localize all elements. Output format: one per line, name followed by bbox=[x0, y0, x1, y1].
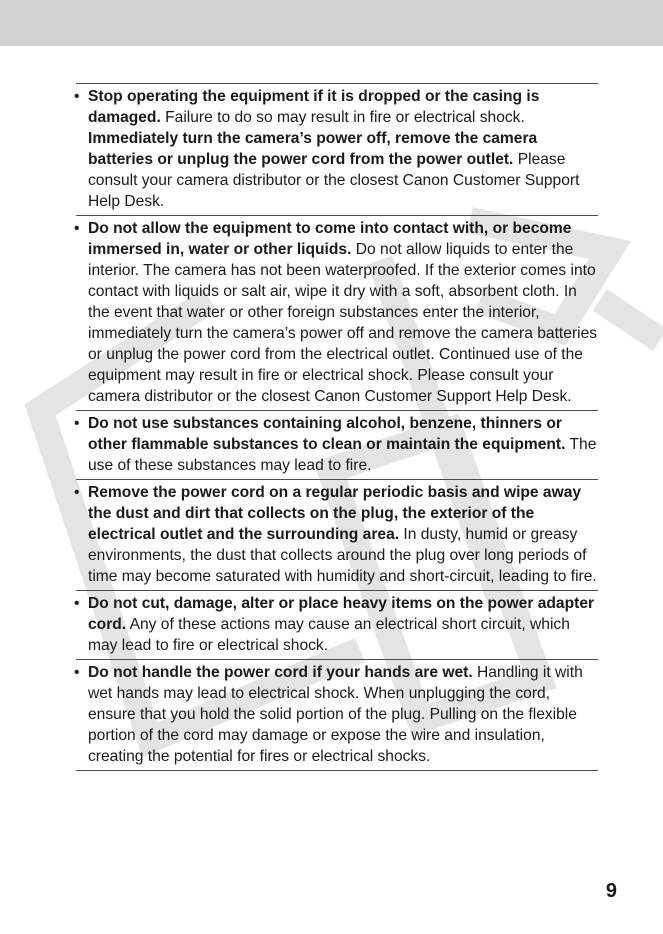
warnings-list bbox=[76, 83, 598, 771]
warning-heading: Stop operating the equipment if it is dropped or the casing is damaged. bbox=[88, 88, 540, 126]
bullet: • bbox=[74, 664, 80, 681]
warning-heading: Do not use substances containing alcohol, benzene, thinners or other flammable substances to clean or maintain the equipment. bbox=[88, 415, 566, 453]
bullet: • bbox=[74, 88, 80, 105]
warning-heading: Do not handle the power cord if your hands are wet. bbox=[88, 664, 473, 681]
warning-text: Do not allow liquids to enter the interior. The camera has not been waterproofed. If the exterior comes into contact with liquids or salt air, wipe it dry with a soft, absorbent cloth. In the event that water or other foreign substances enter the interior, immediately turn the camera’s power off and remove the camera batteries or unplug the power cord from the electrical outlet. Continued use of the equipment may result in fire or electrical shock. Please consult your camera distributor or the closest Canon Customer Support Help Desk. bbox=[88, 241, 598, 405]
bullet: • bbox=[74, 415, 80, 432]
warning-heading: Do not allow the equipment to come into contact with, or become immersed in, water or other liquids. bbox=[88, 220, 572, 258]
warning-item bbox=[76, 83, 598, 215]
bullet: • bbox=[74, 595, 80, 612]
warning-item bbox=[76, 215, 598, 410]
warning-text: Failure to do so may result in fire or electrical shock. bbox=[160, 109, 525, 126]
warning-heading: Remove the power cord on a regular periodic basis and wipe away the dust and dirt that collects on the plug, the exterior of the electrical outlet and the surrounding area. bbox=[88, 484, 582, 543]
warning-item bbox=[76, 659, 598, 771]
warning-item bbox=[76, 590, 598, 659]
bullet: • bbox=[74, 484, 80, 501]
warning-text: The use of these substances may lead to fire. bbox=[88, 436, 597, 474]
warning-heading: Do not cut, damage, alter or place heavy items on the power adapter cord. bbox=[88, 595, 595, 633]
warning-heading: Immediately turn the camera’s power off, remove the camera batteries or unplug the power cord from the power outlet. bbox=[88, 130, 538, 168]
page-number: 9 bbox=[605, 880, 617, 902]
warning-text: In dusty, humid or greasy environments, the dust that collects around the plug over long periods of time may become saturated with humidity and short-circuit, leading to fire. bbox=[88, 526, 597, 585]
warning-item bbox=[76, 410, 598, 479]
warning-text: Any of these actions may cause an electrical short circuit, which may lead to fire or electrical shock. bbox=[88, 616, 570, 654]
header-band bbox=[0, 0, 663, 46]
warning-text: Handling it with wet hands may lead to electrical shock. When unplugging the cord, ensure that you hold the solid portion of the plug. Pulling on the flexible portion of the cord may damage or expose the wire and insulation, creating the potential for fires or electrical shocks. bbox=[88, 664, 583, 765]
warning-item bbox=[76, 479, 598, 590]
warning-text: Please consult your camera distributor or the closest Canon Customer Support Help Desk. bbox=[88, 151, 580, 210]
bullet: • bbox=[74, 220, 80, 237]
